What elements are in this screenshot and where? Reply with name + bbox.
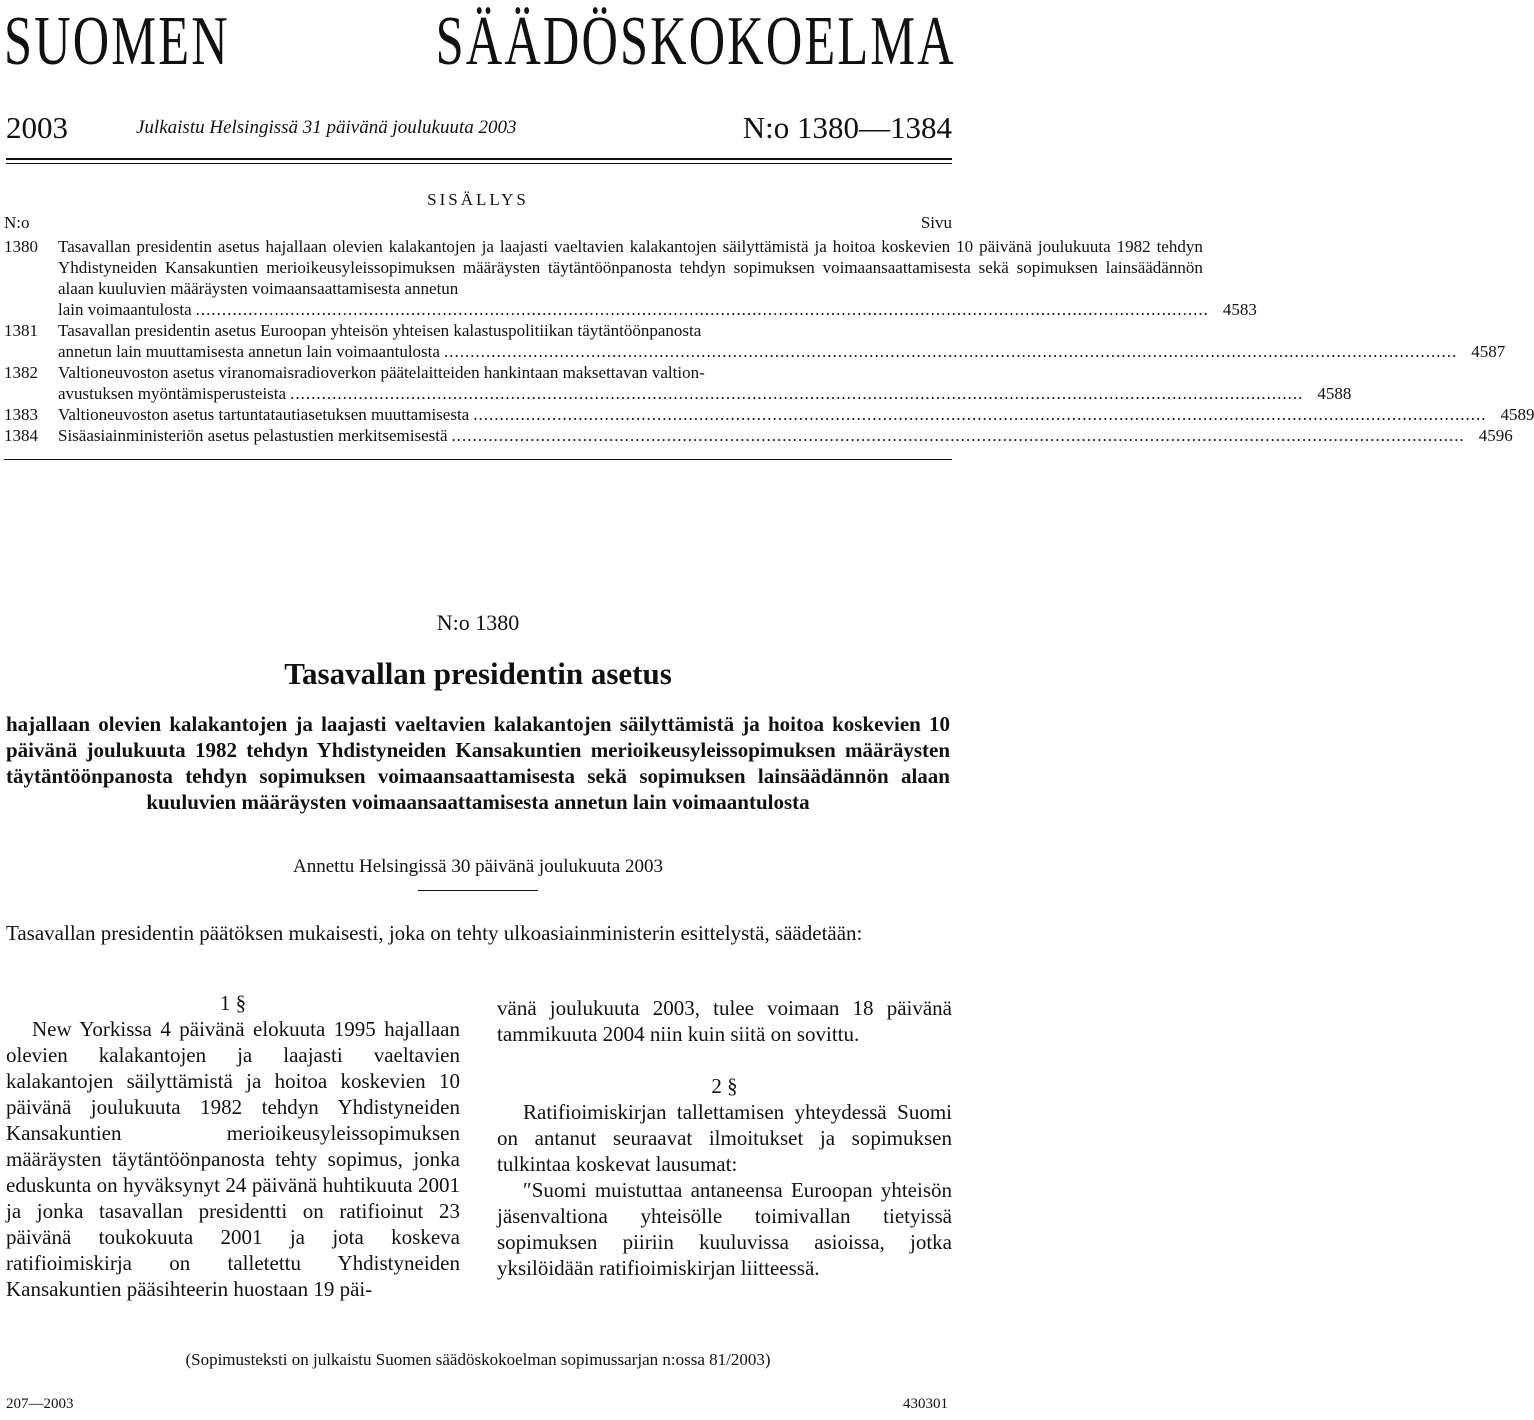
- issue-line: [6, 108, 952, 148]
- section-text: Ratifioimiskirjan tallettamisen yhteydessä Suomi on antanut seuraavat ilmoitukset ja sopimuksen tulkintaa koskevat lausumat:: [497, 1100, 952, 1176]
- act-subtitle: hajallaan olevien kalakantojen ja laajasti vaeltavien kalakantojen säilyttämistä ja hoitoa koskevien 10 päivänä joulukuuta 1982 tehdyn Yhdistyneiden Kansakuntien merioikeusyleissopimuksen määräysten täytäntöönpanosta tehdyn sopimuksen voimaansaattamisesta sekä sopimuksen lainsäädännön alaan kuuluvien määräysten voimaansaattamisesta annetun lain voimaantulosta: [6, 712, 950, 814]
- act-title: Tasavallan presidentin asetus: [284, 656, 672, 691]
- toc-entry-number: 1383: [4, 405, 38, 424]
- header-rule-top: [6, 158, 952, 160]
- toc-entry-last-line: avustuksen myöntämisperusteista: [58, 384, 287, 403]
- toc-number-header: N:o: [4, 213, 30, 232]
- act-number: N:o 1380: [436, 610, 520, 635]
- issue-year: 2003: [6, 110, 68, 145]
- toc-entry-page: 4588: [1317, 384, 1352, 403]
- toc-entry-last-line: Sisäasiainministeriön asetus pelastustien merkitsemisestä: [58, 426, 448, 445]
- toc-entry-page: 4587: [1471, 342, 1506, 361]
- toc-entry-number: 1381: [4, 321, 38, 340]
- toc-leader-dots: [444, 341, 1457, 362]
- toc-entry-text: Tasavallan presidentin asetus hajallaan olevien kalakantojen ja laajasti vaeltavien kalakantojen säilyttämistä ja hoitoa koskevien 10 päivänä joulukuuta 1982 tehdyn Yhdistyneiden Kansakuntien merioikeusyleissopimuksen määräysten täytäntöönpanosta tehdyn sopimuksen voimaansaattamisesta sekä sopimuksen lainsäädännön alaan kuuluvien määräysten voimaansaattamisesta annetun: [58, 237, 1203, 298]
- preamble: Tasavallan presidentin päätöksen mukaisesti, joka on tehty ulkoasiainministerin esittelystä, säädetään:: [6, 921, 863, 945]
- section-continuation: vänä joulukuuta 2003, tulee voimaan 18 päivänä tammikuuta 2004 niin kuin siitä on sovittu.: [497, 996, 952, 1046]
- toc-entry-text: Valtioneuvoston asetus viranomaisradioverkon päätelaitteiden hankintaan maksettavan valtion-: [58, 363, 705, 382]
- toc-entry[interactable]: [4, 404, 1534, 425]
- section-text: New Yorkissa 4 päivänä elokuuta 1995 hajallaan olevien kalakantojen ja laajasti vaeltavien kalakantojen säilyttämistä ja hoitoa koskevien 10 päivänä joulukuuta 1982 tehdyn Yhdistyneiden Kansakuntien merioikeusyleissopimuksen määräysten täytäntöönpanosta tehty sopimus, jonka eduskunta on hyväksynyt 24 päivänä huhtikuuta 2001 ja jonka tasavallan presidentti on ratifioinut 23 päivänä toukokuuta 2001 ja jota koskeva ratifioimiskirja on talletettu Yhdistyneiden Kansakuntien pääsihteerin huostaan 19 päi-: [6, 1017, 460, 1301]
- divider: [418, 890, 538, 891]
- header-rule-bottom: [6, 163, 952, 164]
- toc-leader-dots: [196, 299, 1209, 320]
- toc-entry-number: 1382: [4, 363, 38, 382]
- toc-entry-last-line: annetun lain muuttamisesta annetun lain voimaantulosta: [58, 342, 440, 361]
- toc-entry-last-line: lain voimaantulosta: [58, 300, 192, 319]
- given-date: Annettu Helsingissä 30 päivänä joulukuuta 2003: [293, 856, 663, 877]
- toc-leader-dots: [452, 425, 1465, 446]
- toc-entry-page: 4589: [1500, 405, 1534, 424]
- toc-entry-last-line: Valtioneuvoston asetus tartuntatautiasetuksen muuttamisesta: [58, 405, 470, 424]
- toc-entry-page: 4583: [1222, 300, 1257, 319]
- toc-entry-page: 4596: [1478, 426, 1513, 445]
- section-label: 2 §: [711, 1074, 738, 1098]
- toc-bottom-rule: [4, 459, 952, 460]
- toc-entry-number: 1384: [4, 426, 38, 445]
- section-quote: ″Suomi muistuttaa antaneensa Euroopan yhteisön jäsenvaltiona yhteisölle toimivallan tietyissä sopimuksen piiriin kuuluvissa asioissa, jotka yksilöidään ratifioimiskirjan liitteessä.: [497, 1178, 952, 1280]
- toc-page-header: Sivu: [920, 213, 952, 232]
- toc-entry[interactable]: [4, 362, 1352, 404]
- section-label: 1 §: [219, 991, 247, 1015]
- issue-numbers: N:o 1380—1384: [742, 110, 952, 145]
- footnote: (Sopimusteksti on julkaistu Suomen säädöskokoelman sopimussarjan n:ossa 81/2003): [185, 1350, 771, 1369]
- right-column: [497, 995, 952, 1281]
- footer-code: 207—2003: [6, 1396, 74, 1412]
- table-of-contents: [4, 236, 1534, 446]
- toc-title: SISÄLLYS: [427, 190, 529, 209]
- toc-entry[interactable]: [4, 425, 1513, 446]
- toc-leader-dots: [473, 404, 1486, 425]
- toc-leader-dots: [290, 383, 1303, 404]
- left-column: [6, 990, 460, 1302]
- masthead-title: SUOMEN SÄÄDÖSKOKOELMA: [4, 3, 956, 80]
- toc-entry[interactable]: [4, 320, 1506, 362]
- footer-number: 430301: [903, 1396, 948, 1412]
- publication-date: Julkaistu Helsingissä 31 päivänä joulukuuta 2003: [136, 117, 517, 138]
- toc-entry-text: Tasavallan presidentin asetus Euroopan yhteisön yhteisen kalastuspolitiikan täytäntöönpanosta: [58, 321, 702, 340]
- toc-entry-number: 1380: [4, 237, 38, 256]
- toc-entry[interactable]: [4, 236, 1257, 320]
